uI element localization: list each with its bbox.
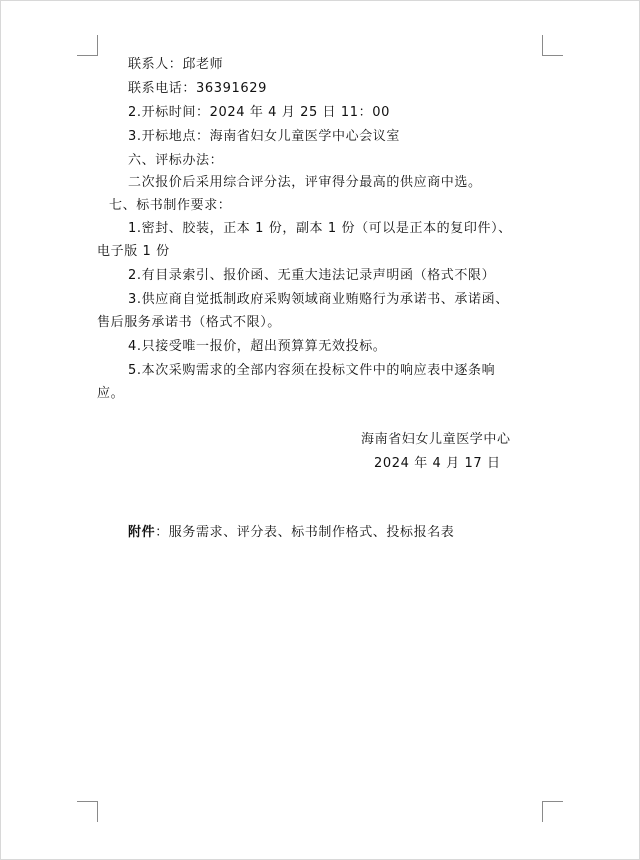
crop-mark-top-left	[77, 35, 98, 56]
section-heading-evaluation: 六、评标办法：	[128, 153, 224, 168]
attachment-line	[128, 524, 454, 542]
opening-time: 2.开标时间：2024 年 4 月 25 日 11：00	[128, 105, 390, 120]
attachment-label: 附件	[128, 525, 156, 540]
crop-mark-bottom-left	[77, 801, 98, 822]
signature-organization: 海南省妇女儿童医学中心	[361, 432, 511, 447]
signature-date: 2024 年 4 月 17 日	[374, 456, 501, 471]
section-heading-bid-requirements: 七、标书制作要求：	[109, 198, 232, 213]
opening-location: 3.开标地点：海南省妇女儿童医学中心会议室	[128, 129, 401, 144]
crop-mark-top-right	[542, 35, 563, 56]
requirement-1-cont: 电子版 1 份	[97, 244, 170, 259]
crop-mark-bottom-right	[542, 801, 563, 822]
contact-phone: 联系电话：36391629	[128, 81, 267, 96]
contact-person: 联系人：邱老师	[128, 57, 224, 72]
requirement-1: 1.密封、胶装，正本 1 份，副本 1 份（可以是正本的复印件）、	[128, 221, 512, 236]
requirement-4: 4.只接受唯一报价，超出预算算无效投标。	[128, 339, 387, 354]
evaluation-method: 二次报价后采用综合评分法，评审得分最高的供应商中选。	[128, 175, 482, 190]
attachment-text: ：服务需求、评分表、标书制作格式、投标报名表	[155, 525, 455, 540]
requirement-5-cont: 应。	[97, 386, 125, 401]
requirement-5: 5.本次采购需求的全部内容须在投标文件中的响应表中逐条响	[128, 363, 496, 378]
requirement-3-cont: 售后服务承诺书（格式不限）。	[97, 315, 281, 330]
requirement-2: 2.有目录索引、报价函、无重大违法记录声明函（格式不限）	[128, 268, 496, 283]
requirement-3: 3.供应商自觉抵制政府采购领域商业贿赂行为承诺书、承诺函、	[128, 292, 509, 307]
